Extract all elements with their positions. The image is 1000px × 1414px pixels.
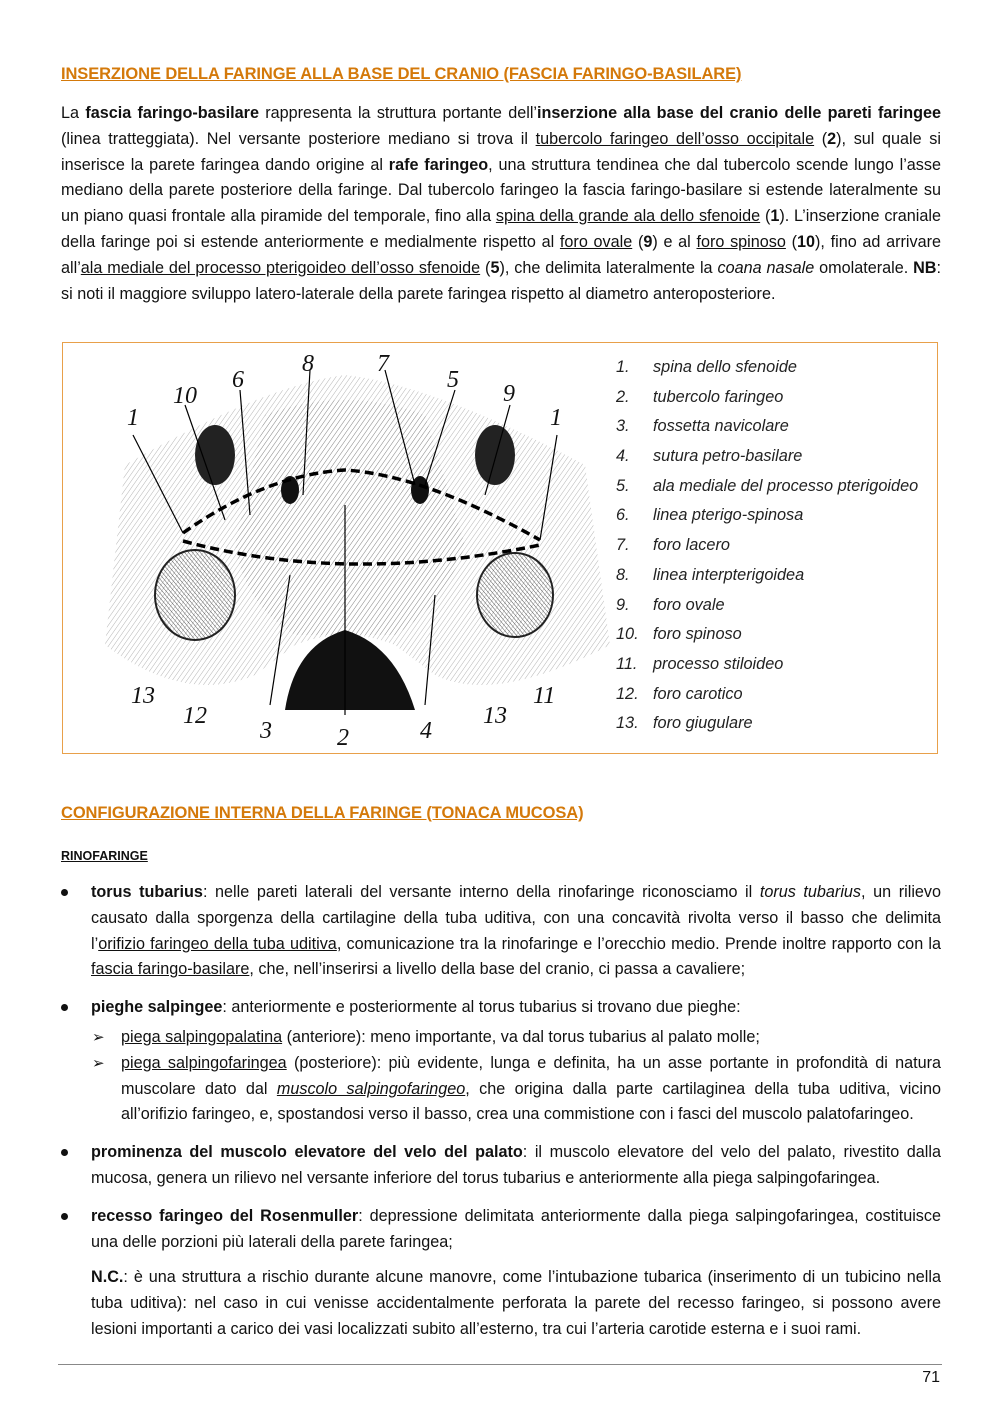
text-run: , comunicazione tra la rinofaringe e l’orecchio medio. Prende inoltre rapporto con la — [336, 934, 941, 953]
footer-rule — [58, 1364, 942, 1365]
text-run: torus tubarius — [91, 883, 203, 901]
arrow-bullet-icon: ➢ — [92, 1028, 105, 1046]
text-run: 9 — [643, 232, 653, 251]
legend-label: foro ovale — [653, 595, 725, 614]
legend-label: fossetta navicolare — [653, 417, 789, 436]
text-run: (posteriore): più evidente, lunga e definita, ha un asse portante in profondità di natura muscolare dato dal — [121, 1053, 942, 1098]
text-run: foro ovale — [559, 232, 633, 251]
legend-label: ala mediale del processo pterigoideo — [653, 476, 919, 495]
left-jugular-foramen — [155, 550, 235, 640]
legend-number: 1. — [616, 358, 630, 376]
legend-number: 13. — [616, 714, 639, 733]
legend-number: 4. — [616, 447, 630, 466]
bullet-item — [61, 880, 941, 983]
text-run: pieghe salpingee — [91, 998, 223, 1017]
bullet-item — [61, 1140, 941, 1192]
legend-item — [616, 561, 918, 591]
text-run: omolaterale. — [814, 258, 914, 277]
right-oval-foramen — [475, 425, 515, 485]
text-run: , una struttura tendinea che dal tubercolo scende lungo l’asse mediano della parete posteriore della faringe. Dal tubercolo faringeo la fascia faringo-basilare si estende lateralmente su un piano quasi frontale alla piramide del temporale, fino alla — [61, 155, 941, 226]
central-bone-shape — [235, 400, 465, 635]
figure-label-6: 6 — [232, 367, 244, 393]
figure-label-10: 10 — [173, 383, 197, 409]
text-run: : il muscolo elevatore del velo del palato, rivestito dalla mucosa, genera un rilievo nel versante inferiore del torus tubarius e anteriormente alla piega salpingofaringea. — [91, 1143, 941, 1187]
section1-paragraph — [61, 101, 941, 307]
skull-base-drawing — [65, 345, 611, 751]
legend-number: 5. — [616, 476, 630, 495]
figure-label-1-right: 1 — [550, 405, 562, 431]
legend-item — [616, 501, 918, 531]
legend-item — [616, 353, 918, 383]
text-run: : anteriormente e posteriormente al torus tubarius si trovano due pieghe: — [222, 998, 741, 1017]
anatomy-figure — [62, 342, 938, 754]
text-run: 5 — [490, 258, 500, 277]
legend-label: processo stiloideo — [653, 654, 784, 673]
text-run: ( — [632, 232, 644, 251]
figure-label-13-right: 13 — [483, 703, 507, 729]
text-run: foro spinoso — [696, 232, 786, 251]
legend-label: sutura petro-basilare — [653, 447, 803, 466]
figure-label-1-left: 1 — [127, 405, 139, 431]
bullet-text — [91, 1140, 941, 1192]
text-run: , che, nell’inserirsi a livello della base del cranio, ci passa a cavaliere; — [249, 960, 746, 979]
figure-label-12: 12 — [183, 703, 207, 729]
text-run: , che origina dalla parte cartilaginea della tuba uditiva, vicino all’orifizio faringeo, e, spostandosi verso il basso, crea una commistione con i fasci del muscolo palatofaringeo. — [121, 1079, 941, 1124]
text-run: inserzione alla base del cranio delle pareti faringee — [537, 104, 941, 122]
legend-label: foro lacero — [653, 536, 730, 555]
legend-item — [616, 709, 918, 739]
legend-item — [616, 650, 918, 680]
legend-number: 9. — [616, 595, 630, 614]
text-run: rappresenta la struttura portante dell’ — [258, 104, 538, 122]
legend-item — [616, 472, 918, 502]
figure-label-13-left: 13 — [131, 683, 155, 709]
text-run: 2 — [827, 129, 837, 148]
figure-label-4: 4 — [420, 718, 432, 744]
text-run: La — [61, 104, 86, 122]
bullet-item — [61, 1204, 941, 1343]
text-run: (linea tratteggiata). Nel versante posteriore mediano si trova il — [61, 129, 536, 148]
text-run: 10 — [797, 232, 816, 251]
text-run: ( — [785, 232, 797, 251]
bullet-dot-icon — [61, 1149, 68, 1156]
text-run: N.C. — [91, 1268, 124, 1287]
figure-label-7: 7 — [377, 351, 389, 377]
arrow-bullet-icon: ➢ — [92, 1054, 105, 1072]
right-jugular-foramen — [477, 553, 553, 637]
legend-item — [616, 680, 918, 710]
text-run: fascia faringo-basilare — [85, 104, 259, 122]
bullet-item — [61, 995, 941, 1128]
text-run: : è una struttura a rischio durante alcune manovre, come l’intubazione tubarica (inserimento di un tubicino nella tuba uditiva): nel caso in cui venisse accidentalmente perforata la parete del recesso faringeo, si possono avere lesioni importanti a carico dei vasi localizzati subito all’esterno, tra cui l’arteria carotide esterna e i suoi rami. — [91, 1268, 941, 1338]
text-run: spina della grande ala dello sfenoide — [495, 207, 761, 226]
text-run: prominenza del muscolo elevatore del velo del palato — [91, 1143, 523, 1162]
rinofaringe-list — [61, 880, 941, 1355]
text-run: orifizio faringeo della tuba uditiva — [98, 934, 337, 953]
text-run: ), fino ad arrivare all’ — [61, 232, 942, 277]
text-run: ala mediale del processo pterigoideo dell’osso sfenoide — [80, 258, 481, 277]
legend-number: 10. — [616, 625, 639, 644]
sub-list — [91, 1025, 941, 1128]
legend-label: linea interpterigoidea — [653, 565, 805, 584]
legend-number: 7. — [616, 536, 630, 555]
legend-item — [616, 442, 918, 472]
legend-number: 2. — [616, 387, 630, 406]
legend-item — [616, 620, 918, 650]
text-run: piega salpingofaringea — [121, 1053, 287, 1072]
figure-label-5: 5 — [447, 367, 459, 393]
section2-heading: CONFIGURAZIONE INTERNA DELLA FARINGE (TONACA MUCOSA) — [61, 804, 584, 822]
text-run: ). L’inserzione craniale della faringe poi si estende anteriormente e medialmente rispetto al — [61, 207, 942, 251]
text-run: , un rilievo causato dalla sporgenza della cartilagine della tuba uditiva, con una concavità rivolta verso il basso che delimita l’ — [91, 883, 942, 953]
text-run: muscolo salpingofaringeo — [276, 1079, 466, 1098]
legend-label: foro spinoso — [653, 625, 742, 644]
text-run: : depressione delimitata anteriormente dalla piega salpingofaringea, costituisce una delle porzioni più laterali della parete faringea; — [91, 1206, 941, 1251]
figure-legend — [616, 353, 918, 739]
figure-label-3: 3 — [260, 718, 272, 744]
sub-list-item — [91, 1025, 941, 1051]
text-run: fascia faringo-basilare — [91, 960, 250, 979]
legend-label: tubercolo faringeo — [653, 387, 784, 406]
left-oval-foramen — [195, 425, 235, 485]
legend-number: 6. — [616, 506, 630, 525]
legend-number: 8. — [616, 565, 630, 584]
legend-number: 3. — [616, 417, 630, 436]
figure-label-2: 2 — [337, 725, 349, 751]
sub-list-item — [91, 1051, 941, 1128]
bullet-text — [91, 1204, 941, 1256]
bullet-dot-icon — [61, 1213, 68, 1220]
text-run: NB — [913, 258, 937, 277]
text-run: ) e al — [652, 232, 697, 251]
legend-number: 12. — [616, 684, 639, 703]
figure-label-8: 8 — [302, 351, 314, 377]
text-run: recesso faringeo del Rosenmuller — [91, 1206, 359, 1225]
page-number: 71 — [922, 1369, 940, 1386]
legend-number: 11. — [616, 654, 638, 673]
text-run: ( — [814, 129, 828, 148]
legend-item — [616, 531, 918, 561]
text-run: ), sul quale si inserisce la parete faringea dando origine al — [61, 129, 941, 174]
text-run: ( — [760, 207, 771, 226]
text-run: rafe faringeo — [388, 155, 489, 174]
text-run: (anteriore): meno importante, va dal torus tubarius al palato molle; — [282, 1027, 760, 1046]
text-run: coana nasale — [717, 258, 815, 277]
bullet-text — [91, 880, 941, 983]
bullet-dot-icon — [61, 889, 68, 896]
text-run: 1 — [770, 207, 780, 226]
sub-list-text — [121, 1051, 941, 1128]
text-run: piega salpingopalatina — [121, 1027, 283, 1046]
legend-item — [616, 412, 918, 442]
legend-item — [616, 383, 918, 413]
clinical-note — [91, 1265, 941, 1342]
text-run: tubercolo faringeo dell’osso occipitale — [535, 129, 815, 148]
text-run: torus tubarius — [759, 883, 862, 901]
legend-label: foro carotico — [653, 684, 743, 703]
legend-item — [616, 591, 918, 621]
rinofaringe-subheading: RINOFARINGE — [61, 849, 148, 863]
section1-heading: INSERZIONE DELLA FARINGE ALLA BASE DEL CRANIO (FASCIA FARINGO-BASILARE) — [61, 65, 742, 83]
legend-label: spina dello sfenoide — [653, 358, 797, 376]
text-run: : nelle pareti laterali del versante interno della rinofaringe riconosciamo il — [202, 883, 760, 901]
text-run: : si noti il maggiore sviluppo latero-laterale della parete faringea rispetto al diametro anteroposteriore. — [61, 258, 941, 303]
legend-label: foro giugulare — [653, 714, 753, 733]
sub-list-text — [121, 1025, 941, 1051]
text-run: ), che delimita lateralmente la — [499, 258, 718, 277]
text-run: ( — [480, 258, 491, 277]
bullet-dot-icon — [61, 1004, 68, 1011]
legend-label: linea pterigo-spinosa — [653, 506, 804, 525]
figure-label-9: 9 — [503, 381, 515, 407]
bullet-text — [91, 995, 941, 1021]
figure-label-11: 11 — [533, 683, 556, 709]
